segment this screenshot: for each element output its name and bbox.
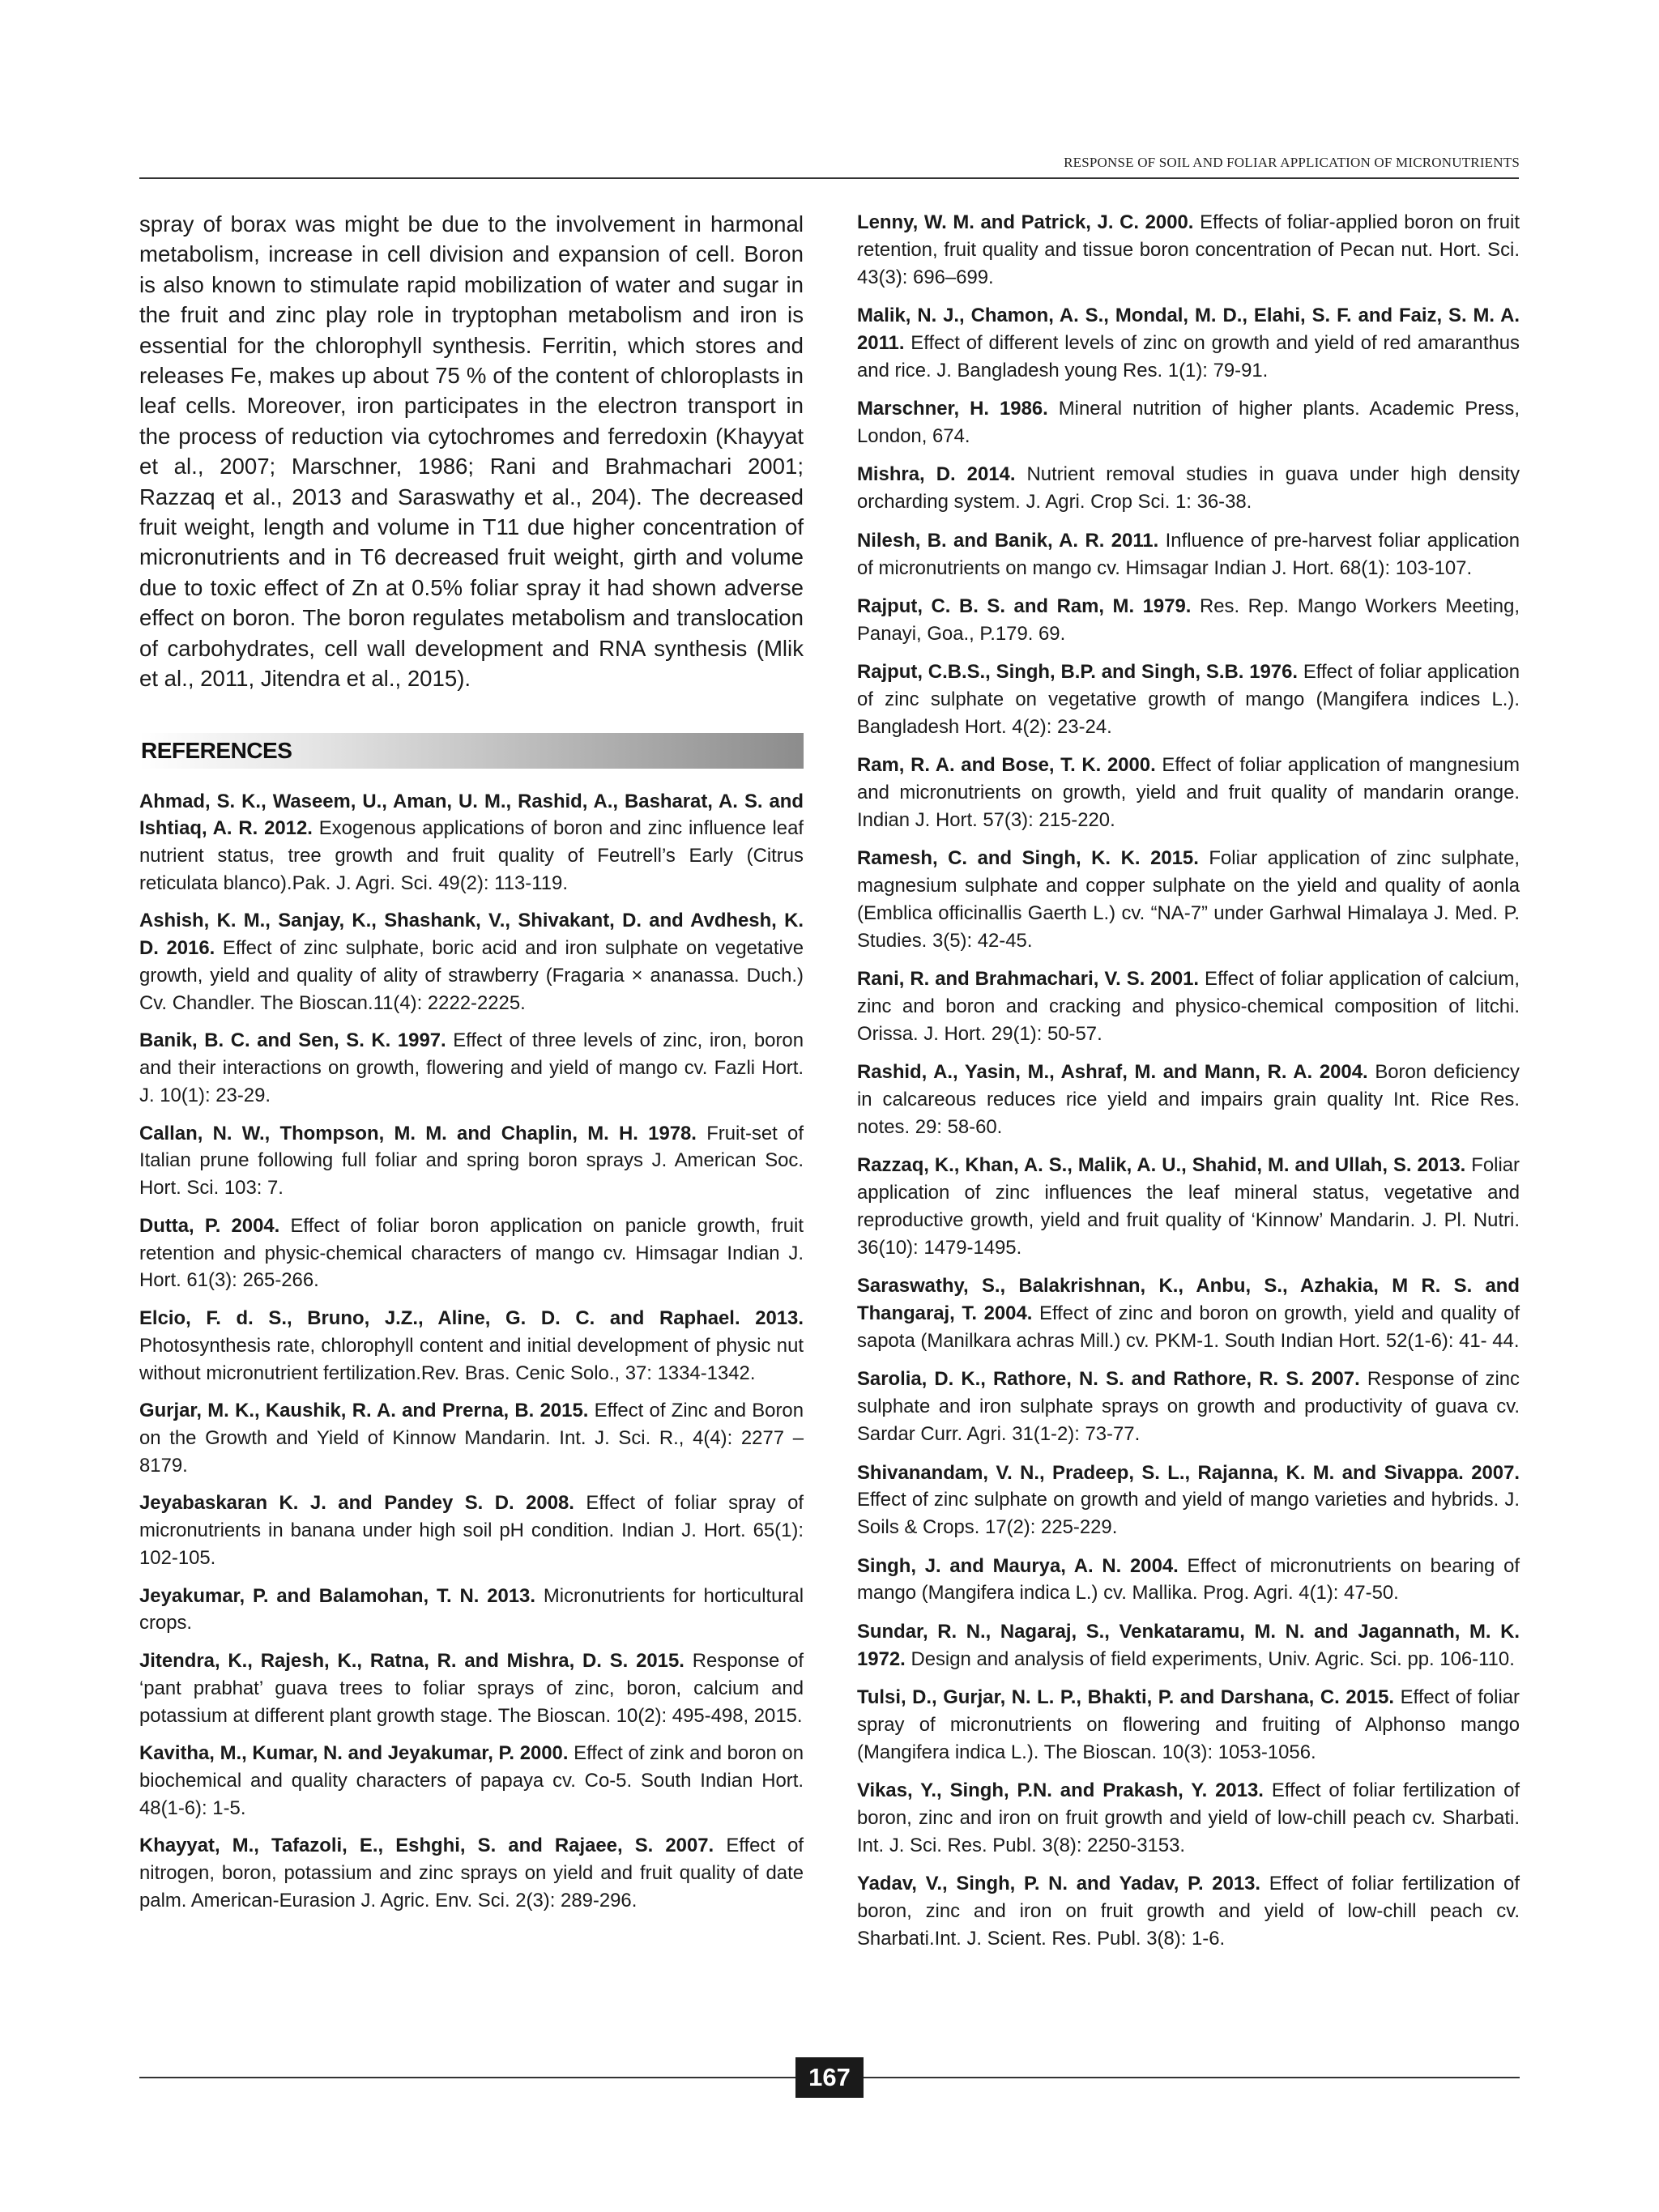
- reference-entry: [857, 965, 1520, 1047]
- reference-authors: Saraswathy, S., Balakrishnan, K., Anbu, S., Azhakia, M R. S. and Thangaraj, T. 2004.: [857, 1275, 1520, 1325]
- reference-authors: Mishra, D. 2014.: [857, 463, 1016, 486]
- reference-entry: [139, 1213, 804, 1294]
- reference-authors: Sundar, R. N., Nagaraj, S., Venkataramu, M. N. and Jagannath, M. K. 1972.: [857, 1620, 1520, 1670]
- reference-authors: Gurjar, M. K., Kaushik, R. A. and Prerna, B. 2015.: [139, 1400, 589, 1422]
- left-column: [139, 209, 804, 1925]
- reference-text: Effect of Zinc and Boron on the Growth and Yield of Kinnow Mandarin. Int. J. Sci. R., 4(4): 2277 – 8179.: [139, 1400, 804, 1477]
- reference-authors: Jitendra, K., Rajesh, K., Ratna, R. and Mishra, D. S. 2015.: [139, 1649, 684, 1672]
- reference-authors: Dutta, P. 2004.: [139, 1214, 280, 1237]
- reference-entry: [857, 1553, 1520, 1608]
- reference-entry: [857, 461, 1520, 516]
- reference-entry: [139, 1397, 804, 1479]
- reference-entry: [857, 302, 1520, 384]
- reference-authors: Tulsi, D., Gurjar, N. L. P., Bhakti, P. and Darshana, C. 2015.: [857, 1686, 1395, 1709]
- page-number: 167: [795, 2057, 864, 2098]
- running-head: RESPONSE OF SOIL AND FOLIAR APPLICATION OF MICRONUTRIENTS: [1064, 155, 1520, 170]
- reference-authors: Ram, R. A. and Bose, T. K. 2000.: [857, 754, 1156, 777]
- header-rule: [139, 177, 1519, 179]
- reference-text: Res. Rep. Mango Workers Meeting, Panayi, Goa., P.179. 69.: [857, 595, 1520, 645]
- reference-authors: Sarolia, D. K., Rathore, N. S. and Rathore, R. S. 2007.: [857, 1368, 1360, 1391]
- reference-entry: [139, 1832, 804, 1914]
- reference-text: Design and analysis of field experiments, Univ. Agric. Sci. pp. 106-110.: [911, 1647, 1515, 1670]
- reference-authors: Ashish, K. M., Sanjay, K., Shashank, V., Shivakant, D. and Avdhesh, K. D. 2016.: [139, 910, 804, 960]
- reference-text: Response of zinc sulphate and iron sulphate sprays on growth and productivity of guava cv. Sardar Curr. Agri. 31(1-2): 73-77.: [857, 1368, 1520, 1446]
- reference-text: Effect of foliar application of zinc sulphate on vegetative growth of mango (Mangifera indices L.). Bangladesh Hort. 4(2): 23-24.: [857, 661, 1520, 738]
- reference-text: Effect of three levels of zinc, iron, boron and their interactions on growth, flowering and yield of mango cv. Fazli Hort. J. 10(1): 23-29.: [139, 1029, 804, 1107]
- reference-entry: [857, 1059, 1520, 1140]
- reference-authors: Rashid, A., Yasin, M., Ashraf, M. and Mann, R. A. 2004.: [857, 1061, 1368, 1084]
- reference-authors: Rani, R. and Brahmachari, V. S. 2001.: [857, 968, 1200, 991]
- reference-authors: Singh, J. and Maurya, A. N. 2004.: [857, 1554, 1179, 1577]
- reference-authors: Jeyakumar, P. and Balamohan, T. N. 2013.: [139, 1584, 535, 1607]
- reference-entry: [857, 1366, 1520, 1447]
- reference-authors: Khayyat, M., Tafazoli, E., Eshghi, S. and Rajaee, S. 2007.: [139, 1835, 714, 1857]
- reference-authors: Ramesh, C. and Singh, K. K. 2015.: [857, 847, 1199, 870]
- reference-entry: [139, 1583, 804, 1638]
- reference-text: Effect of zinc sulphate on growth and yield of mango varieties and hybrids. J. Soils & Crops. 17(2): 225-229.: [857, 1489, 1520, 1539]
- reference-text: Effect of foliar spray of micronutrients in banana under high soil pH condition. Indian J. Hort. 65(1): 102-105.: [139, 1492, 804, 1569]
- reference-entry: [857, 1870, 1520, 1952]
- reference-text: Effect of foliar fertilization of boron, zinc and iron on fruit growth and yield of low-chill peach cv. Sharbati.Int. J. Scient. Res. Publ. 3(8): 1-6.: [857, 1873, 1520, 1950]
- reference-entry: [857, 845, 1520, 954]
- reference-entry: [857, 593, 1520, 648]
- reference-entry: [139, 907, 804, 1016]
- reference-text: Effect of foliar boron application on panicle growth, fruit retention and physic-chemical characters of mango cv. Himsagar Indian J. Hort. 61(3): 265-266.: [139, 1214, 804, 1292]
- reference-entry: [139, 1740, 804, 1822]
- reference-entry: [857, 209, 1520, 291]
- reference-text: Effects of foliar-applied boron on fruit retention, fruit quality and tissue boron concentration of Pecan nut. Hort. Sci. 43(3): 696–699.: [857, 211, 1520, 288]
- reference-authors: Malik, N. J., Chamon, A. S., Mondal, M. D., Elahi, S. F. and Faiz, S. M. A. 2011.: [857, 305, 1520, 354]
- reference-entry: [857, 527, 1520, 582]
- reference-entry: [139, 1490, 804, 1571]
- reference-entry: [139, 1647, 804, 1729]
- reference-authors: Banik, B. C. and Sen, S. K. 1997.: [139, 1029, 446, 1052]
- right-column: [857, 209, 1520, 1963]
- reference-entry: [139, 1027, 804, 1109]
- reference-text: Effect of zinc sulphate, boric acid and iron sulphate on vegetative growth, yield and quality of ality of strawberry (Fragaria × ananassa. Duch.) Cv. Chandler. The Bioscan.11(4): 2222-2225.: [139, 937, 804, 1014]
- reference-text: Foliar application of zinc influences the leaf mineral status, vegetative and reproductive growth, yield and fruit quality of ‘Kinnow’ Mandarin. J. Pl. Nutri. 36(10): 1479-1495.: [857, 1154, 1520, 1259]
- reference-text: Effect of foliar spray of micronutrients on flowering and fruiting of Alphonso mango (Mangifera indica L.). The Bioscan. 10(3): 1053-1056.: [857, 1686, 1520, 1763]
- references-list-left: [139, 788, 804, 1915]
- reference-authors: Lenny, W. M. and Patrick, J. C. 2000.: [857, 211, 1194, 233]
- reference-text: Mineral nutrition of higher plants. Academic Press, London, 674.: [857, 398, 1520, 447]
- reference-authors: Shivanandam, V. N., Pradeep, S. L., Rajanna, K. M. and Sivappa. 2007.: [857, 1461, 1520, 1484]
- reference-authors: Ahmad, S. K., Waseem, U., Aman, U. M., Rashid, A., Basharat, A. S. and Ishtiaq, A. R. 2012.: [139, 790, 804, 840]
- body-paragraph: spray of borax was might be due to the involvement in harmonal metabolism, increase in cell division and expansion of cell. Boron is also known to stimulate rapid mobilization of water and sugar in the fruit and zinc play role in tryptophan metabolism and iron is essential for the chlorophyll synthesis. Ferritin, which stores and releases Fe, makes up about 75 % of the content of chloroplasts in leaf cells. Moreover, iron participates in the electron transport in the process of reduction via cytochromes and ferredoxin (Khayyat et al., 2007; Marschner, 1986; Rani and Brahmachari 2001; Razzaq et al., 2013 and Saraswathy et al., 204). The decreased fruit weight, length and volume in T11 due higher concentration of micronutrients and in T6 decreased fruit weight, girth and volume due to toxic effect of Zn at 0.5% foliar spray it had shown adverse effect on boron. The boron regulates metabolism and translocation of carbohydrates, cell wall development and RNA synthesis (Mlik et al., 2011, Jitendra et al., 2015).: [139, 211, 804, 692]
- reference-entry: [857, 1460, 1520, 1541]
- reference-authors: Marschner, H. 1986.: [857, 398, 1048, 420]
- footer-rule-left: [139, 2077, 795, 2078]
- reference-authors: Elcio, F. d. S., Bruno, J.Z., Aline, G. D. C. and Raphael. 2013.: [139, 1307, 804, 1330]
- reference-text: Effect of nitrogen, boron, potassium and zinc sprays on yield and fruit quality of date palm. American-Eurasion J. Agric. Env. Sci. 2(3): 289-296.: [139, 1835, 804, 1912]
- reference-text: Influence of pre-harvest foliar application of micronutrients on mango cv. Himsagar Indian J. Hort. 68(1): 103-107.: [857, 529, 1520, 579]
- reference-text: Fruit-set of Italian prune following full foliar and spring boron sprays J. American Soc. Hort. Sci. 103: 7.: [139, 1122, 804, 1200]
- reference-text: Effect of foliar application of mangnesium and micronutrients on growth, yield and fruit quality of mandarin orange. Indian J. Hort. 57(3): 215-220.: [857, 754, 1520, 831]
- reference-entry: [857, 1684, 1520, 1766]
- reference-text: Exogenous applications of boron and zinc influence leaf nutrient status, tree growth and fruit quality of Feutrell’s Early (Citrus reticulata blanco).Pak. J. Agri. Sci. 49(2): 113-119.: [139, 817, 804, 894]
- reference-entry: [139, 788, 804, 897]
- reference-authors: Yadav, V., Singh, P. N. and Yadav, P. 2013.: [857, 1873, 1261, 1895]
- reference-authors: Rajput, C. B. S. and Ram, M. 1979.: [857, 595, 1192, 617]
- reference-text: Effect of foliar fertilization of boron, zinc and iron on fruit growth and yield of low-chill peach cv. Sharbati. Int. J. Sci. Res. Publ. 3(8): 2250-3153.: [857, 1779, 1520, 1856]
- reference-text: Effect of foliar application of calcium, zinc and boron and cracking and physico-chemical composition of litchi. Orissa. J. Hort. 29(1): 50-57.: [857, 968, 1520, 1045]
- reference-entry: [139, 1305, 804, 1387]
- reference-text: Nutrient removal studies in guava under high density orcharding system. J. Agri. Crop Sci. 1: 36-38.: [857, 463, 1520, 514]
- footer-rule-right: [864, 2077, 1520, 2078]
- reference-authors: Vikas, Y., Singh, P.N. and Prakash, Y. 2013.: [857, 1779, 1264, 1802]
- reference-entry: [857, 752, 1520, 833]
- references-heading: REFERENCES: [139, 733, 804, 769]
- reference-text: Effect of zink and boron on biochemical and quality characters of papaya cv. Co-5. South Indian Hort. 48(1-6): 1-5.: [139, 1742, 804, 1819]
- reference-authors: Nilesh, B. and Banik, A. R. 2011.: [857, 529, 1159, 552]
- reference-text: Foliar application of zinc sulphate, magnesium sulphate and copper sulphate on the yield and quality of aonla (Emblica officinallis Gaerth L.) cv. “NA-7” under Garhwal Himalaya J. Med. P. Studies. 3(5): 42-45.: [857, 847, 1520, 952]
- reference-text: Photosynthesis rate, chlorophyll content and initial development of physic nut without micronutrient fertilization.Rev. Bras. Cenic Solo., 37: 1334-1342.: [139, 1334, 804, 1384]
- reference-text: Boron deficiency in calcareous reduces rice yield and impairs grain quality Int. Rice Res. notes. 29: 58-60.: [857, 1061, 1520, 1138]
- references-list-right: [857, 209, 1520, 1953]
- reference-text: Response of ‘pant prabhat’ guava trees to foliar sprays of zinc, boron, calcium and potassium at different plant growth stage. The Bioscan. 10(2): 495-498, 2015.: [139, 1649, 804, 1727]
- reference-text: Effect of different levels of zinc on growth and yield of red amaranthus and rice. J. Bangladesh young Res. 1(1): 79-91.: [857, 331, 1520, 381]
- reference-text: Micronutrients for horticultural crops.: [139, 1584, 804, 1634]
- reference-text: Effect of zinc and boron on growth, yield and quality of sapota (Manilkara achras Mill.) cv. PKM-1. South Indian Hort. 52(1-6): 41- 44.: [857, 1302, 1520, 1352]
- reference-text: Effect of micronutrients on bearing of mango (Mangifera indica L.) cv. Mallika. Prog. Agri. 4(1): 47-50.: [857, 1554, 1520, 1605]
- reference-entry: [857, 1272, 1520, 1354]
- reference-entry: [857, 1777, 1520, 1859]
- reference-entry: [857, 1152, 1520, 1261]
- reference-entry: [139, 1120, 804, 1202]
- reference-entry: [857, 1618, 1520, 1673]
- reference-authors: Kavitha, M., Kumar, N. and Jeyakumar, P. 2000.: [139, 1742, 569, 1765]
- reference-authors: Rajput, C.B.S., Singh, B.P. and Singh, S.B. 1976.: [857, 661, 1298, 684]
- reference-authors: Callan, N. W., Thompson, M. M. and Chaplin, M. H. 1978.: [139, 1122, 697, 1144]
- reference-entry: [857, 395, 1520, 450]
- reference-entry: [857, 658, 1520, 740]
- reference-authors: Jeyabaskaran K. J. and Pandey S. D. 2008.: [139, 1492, 574, 1515]
- reference-authors: Razzaq, K., Khan, A. S., Malik, A. U., Shahid, M. and Ullah, S. 2013.: [857, 1154, 1466, 1177]
